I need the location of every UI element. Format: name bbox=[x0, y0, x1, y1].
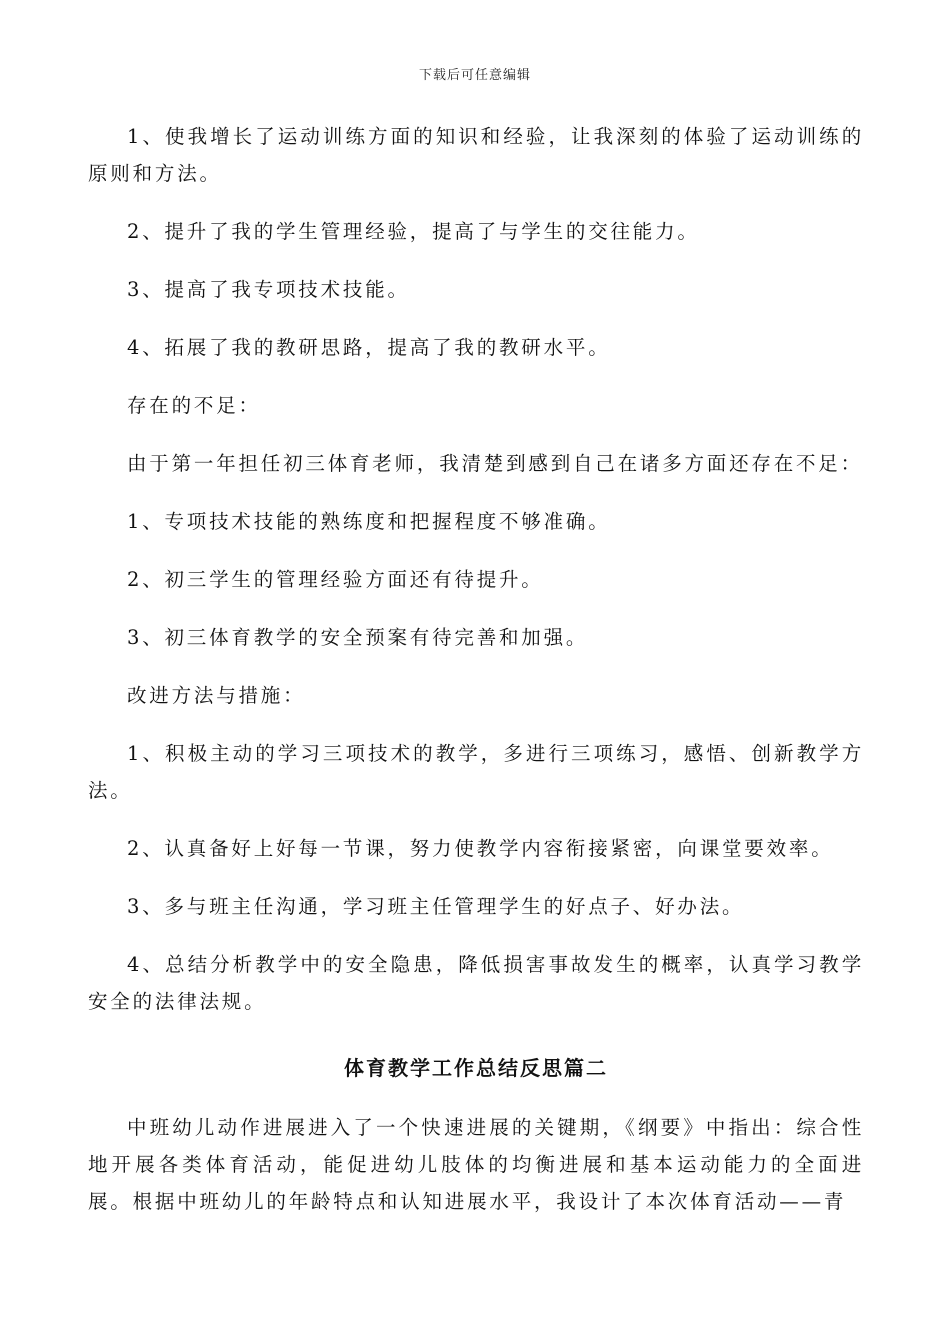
paragraph: 2、提升了我的学生管理经验，提高了与学生的交往能力。 bbox=[127, 220, 700, 243]
paragraph: 1、使我增长了运动训练方面的知识和经验，让我深刻的体验了运动训练的原则和方法。 bbox=[88, 125, 864, 185]
paragraph: 由于第一年担任初三体育老师，我清楚到感到自己在诸多方面还存在不足： bbox=[127, 452, 863, 475]
paragraph: 3、提高了我专项技术技能。 bbox=[127, 278, 410, 301]
paragraph: 1、积极主动的学习三项技术的教学，多进行三项练习，感悟、创新教学方法。 bbox=[88, 742, 864, 802]
paragraph: 3、初三体育教学的安全预案有待完善和加强。 bbox=[127, 626, 589, 649]
paragraph: 4、拓展了我的教研思路，提高了我的教研水平。 bbox=[127, 336, 611, 359]
paragraph: 4、总结分析教学中的安全隐患，降低损害事故发生的概率，认真学习教学安全的法律法规。 bbox=[88, 953, 864, 1013]
paragraph: 1、专项技术技能的熟练度和把握程度不够准确。 bbox=[127, 510, 611, 533]
paragraph: 2、认真备好上好每一节课，努力使教学内容衔接紧密，向课堂要效率。 bbox=[127, 837, 834, 860]
paragraph: 2、初三学生的管理经验方面还有待提升。 bbox=[127, 568, 544, 591]
paragraph: 3、多与班主任沟通，学习班主任管理学生的好点子、好办法。 bbox=[127, 895, 745, 918]
document-body bbox=[88, 118, 864, 1241]
section-title: 体育教学工作总结反思篇二 bbox=[344, 1056, 608, 1080]
paragraph: 改进方法与措施： bbox=[127, 684, 306, 707]
page-header: 下载后可任意编辑 bbox=[418, 68, 531, 83]
paragraph: 存在的不足： bbox=[127, 394, 261, 417]
paragraph: 中班幼儿动作进展进入了一个快速进展的关键期，《纲要》中指出：综合性地开展各类体育活动，能促进幼儿肢体的均衡进展和基本运动能力的全面进展。根据中班幼儿的年龄特点和认知进展水平，我设计了本次体育活动——青 bbox=[88, 1116, 864, 1213]
